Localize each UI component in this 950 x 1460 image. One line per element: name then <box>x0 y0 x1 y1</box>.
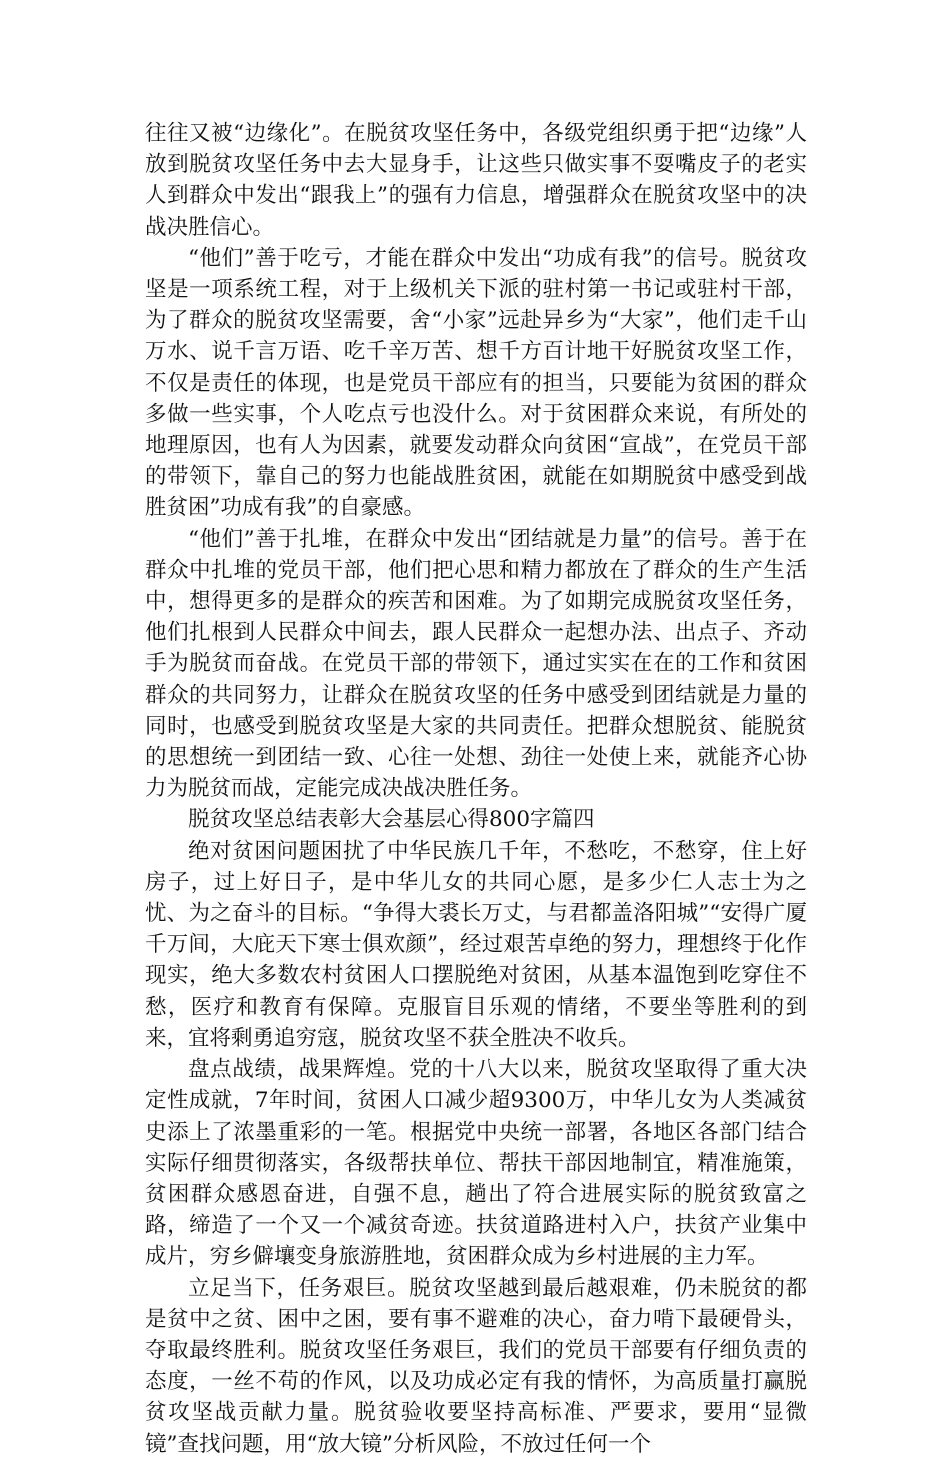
paragraph-unity-is-strength: “他们”善于扎堆，在群众中发出“团结就是力量”的信号。善于在群众中扎堆的党员干部，他们把心思和精力都放在了群众的生产生活中，想得更多的是群众的疾苦和困难。为了如期完成脱贫攻坚任务，他们扎根到人民群众中间去，跟人民群众一起想办法、出点子、齐动手为脱贫而奋战。在党员干部的带领下，通过实实在在的工作和贫困群众的共同努力，让群众在脱贫攻坚的任务中感受到团结就是力量的同时，也感受到脱贫攻坚是大家的共同责任。把群众想脱贫、能脱贫的思想统一到团结一致、心往一处想、劲往一处使上来，就能齐心协力为脱贫而战，定能完成决战决胜任务。 <box>145 526 807 802</box>
paragraph-continuation: 往往又被“边缘化”。在脱贫攻坚任务中，各级党组织勇于把“边缘”人放到脱贫攻坚任务中去大显身手，让这些只做实事不耍嘴皮子的老实人到群众中发出“跟我上”的强有力信息，增强群众在脱贫攻坚中的决战决胜信心。 <box>145 121 807 240</box>
paragraph-willing-to-lose: “他们”善于吃亏，才能在群众中发出“功成有我”的信号。脱贫攻坚是一项系统工程，对于上级机关下派的驻村第一书记或驻村干部，为了群众的脱贫攻坚需要，舍“小家”远赴异乡为“大家”，他们走千山万水、说千言万语、吃千辛万苦、想千方百计地干好脱贫攻坚工作，不仅是责任的体现，也是党员干部应有的担当，只要能为贫困的群众多做一些实事，个人吃点亏也没什么。对于贫困群众来说，有所处的地理原因，也有人为因素，就要发动群众向贫困“宣战”，在党员干部的带领下，靠自己的努力也能战胜贫困，就能在如期脱贫中感受到战胜贫困”功成有我”的自豪感。 <box>145 245 808 521</box>
document-page <box>145 118 807 1460</box>
paragraph-current-tasks: 立足当下，任务艰巨。脱贫攻坚越到最后越艰难，仍未脱贫的都是贫中之贫、困中之困，要有事不避难的决心，奋力啃下最硬骨头，夺取最终胜利。脱贫攻坚任务艰巨，我们的党员干部要有仔细负责的态度，一丝不苟的作风，以及功成必定有我的情怀，为高质量打赢脱贫攻坚战贡献力量。脱贫验收要坚持高标准、严要求，要用“显微镜”查找问题，用“放大镜”分析风险，不放过任何一个 <box>145 1275 807 1457</box>
section-heading: 脱贫攻坚总结表彰大会基层心得800字篇四 <box>188 807 595 833</box>
paragraph-absolute-poverty: 绝对贫困问题困扰了中华民族几千年，不愁吃，不愁穿，住上好房子，过上好日子，是中华儿女的共同心愿，是多少仁人志士为之忧、为之奋斗的目标。“争得大裘长万丈，与君都盖洛阳城”“安得广厦千万间，大庇天下寒士俱欢颜”，经过艰苦卓绝的努力，理想终于化作现实，绝大多数农村贫困人口摆脱绝对贫困，从基本温饱到吃穿住不愁，医疗和教育有保障。克服盲目乐观的情绪，不要坐等胜利的到来，宜将剩勇追穷寇，脱贫攻坚不获全胜决不收兵。 <box>145 838 807 1051</box>
paragraph-achievements: 盘点战绩，战果辉煌。党的十八大以来，脱贫攻坚取得了重大决定性成就，7年时间，贫困人口减少超9300万，中华儿女为人类减贫史添上了浓墨重彩的一笔。根据党中央统一部署，各地区各部门结合实际仔细贯彻落实，各级帮扶单位、帮扶干部因地制宜，精准施策，贫困群众感恩奋进，自强不息，趟出了符合进展实际的脱贫致富之路，缔造了一个又一个减贫奇迹。扶贫道路进村入户，扶贫产业集中成片，穷乡僻壤变身旅游胜地，贫困群众成为乡村进展的主力军。 <box>145 1057 807 1270</box>
